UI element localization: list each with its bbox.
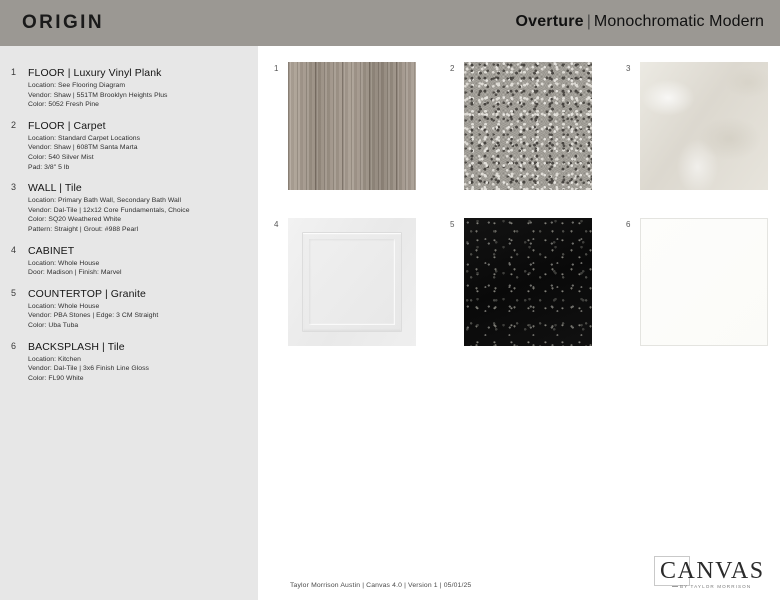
spec-detail-vendor: Vendor: Shaw | 608TM Santa Marta <box>28 144 138 152</box>
spec-detail-location: Location: See Flooring Diagram <box>28 82 126 89</box>
spec-number: 4 <box>11 244 17 255</box>
list-item <box>0 340 258 384</box>
list-item <box>0 119 258 172</box>
spec-detail-location: Location: Whole House <box>28 302 100 310</box>
spec-detail-color: Color: FL90 White <box>28 374 84 382</box>
logo-wordmark: CANVAS <box>660 558 765 584</box>
canvas-logo <box>654 556 766 592</box>
collection-name: Overture <box>515 13 584 30</box>
footer-caption: Taylor Morrison Austin | Canvas 4.0 | Version 1 | 05/01/25 <box>290 582 472 589</box>
spec-detail-vendor: Vendor: PBA Stones | Edge: 3 CM Straight <box>28 312 159 320</box>
material-swatch-grid <box>258 46 780 600</box>
logo-divider <box>672 586 678 587</box>
header-separator: | <box>586 13 591 30</box>
swatch-number: 4 <box>274 220 279 229</box>
list-item <box>0 181 258 234</box>
specification-sidebar <box>0 46 258 600</box>
swatch-image-granite-countertop <box>464 218 592 346</box>
swatch-number: 6 <box>626 220 631 229</box>
spec-title: CABINET <box>28 244 75 257</box>
spec-detail-location: Location: Standard Carpet Locations <box>28 134 141 142</box>
spec-detail-color: Color: Uba Tuba <box>28 321 79 329</box>
spec-detail-pad: Pad: 3/8" 5 lb <box>28 163 70 171</box>
spec-title: FLOOR | Luxury Vinyl Plank <box>28 67 162 79</box>
spec-detail-color: Color: SQ20 Weathered White <box>28 216 122 224</box>
spec-title: COUNTERTOP | Granite <box>28 287 146 300</box>
swatch-number: 1 <box>274 64 279 73</box>
page-header <box>0 0 780 46</box>
spec-detail-vendor: Vendor: Dal-Tile | 3x6 Finish Line Gloss <box>28 365 150 373</box>
collection-heading <box>515 13 764 31</box>
swatch-image-carpet <box>464 62 592 190</box>
swatch-image-cabinet-door <box>288 218 416 346</box>
swatch-image-backsplash-tile <box>640 218 768 346</box>
swatch-number: 5 <box>450 220 455 229</box>
specification-list <box>0 66 258 392</box>
cabinet-door-panel <box>309 239 395 325</box>
cabinet-door-frame <box>302 232 402 332</box>
swatch-image-luxury-vinyl-plank <box>288 62 416 190</box>
spec-detail-pattern: Pattern: Straight | Grout: #988 Pearl <box>28 225 139 233</box>
spec-detail-door: Door: Madison | Finish: Marvel <box>28 269 122 277</box>
swatch-number: 3 <box>626 64 631 73</box>
spec-number: 3 <box>11 182 17 193</box>
spec-title: BACKSPLASH | Tile <box>28 340 125 353</box>
brand-title: ORIGIN <box>22 12 104 33</box>
spec-detail-vendor: Vendor: Shaw | 551TM Brooklyn Heights Plus <box>28 91 168 99</box>
collection-subtitle: Monochromatic Modern <box>593 13 764 30</box>
swatch-number: 2 <box>450 64 455 73</box>
spec-detail-color: Color: 5052 Fresh Pine <box>28 101 99 109</box>
spec-title: FLOOR | Carpet <box>28 119 106 132</box>
spec-number: 2 <box>11 119 17 130</box>
spec-detail-location: Location: Kitchen <box>28 355 81 363</box>
spec-detail-location: Location: Primary Bath Wall, Secondary Bath Wall <box>28 197 181 205</box>
spec-title: WALL | Tile <box>28 182 82 195</box>
spec-detail-location: Location: Whole House <box>28 259 100 267</box>
spec-number: 6 <box>11 340 17 351</box>
list-item <box>0 66 258 110</box>
spec-detail-vendor: Vendor: Dal-Tile | 12x12 Core Fundamentals, Choice <box>28 206 190 214</box>
spec-number: 1 <box>11 67 17 77</box>
logo-tagline: BY TAYLOR MORRISON <box>680 584 752 589</box>
list-item <box>0 244 258 278</box>
spec-number: 5 <box>11 287 17 298</box>
swatch-image-wall-tile <box>640 62 768 190</box>
list-item <box>0 287 258 331</box>
spec-detail-color: Color: 540 Silver Mist <box>28 153 94 161</box>
